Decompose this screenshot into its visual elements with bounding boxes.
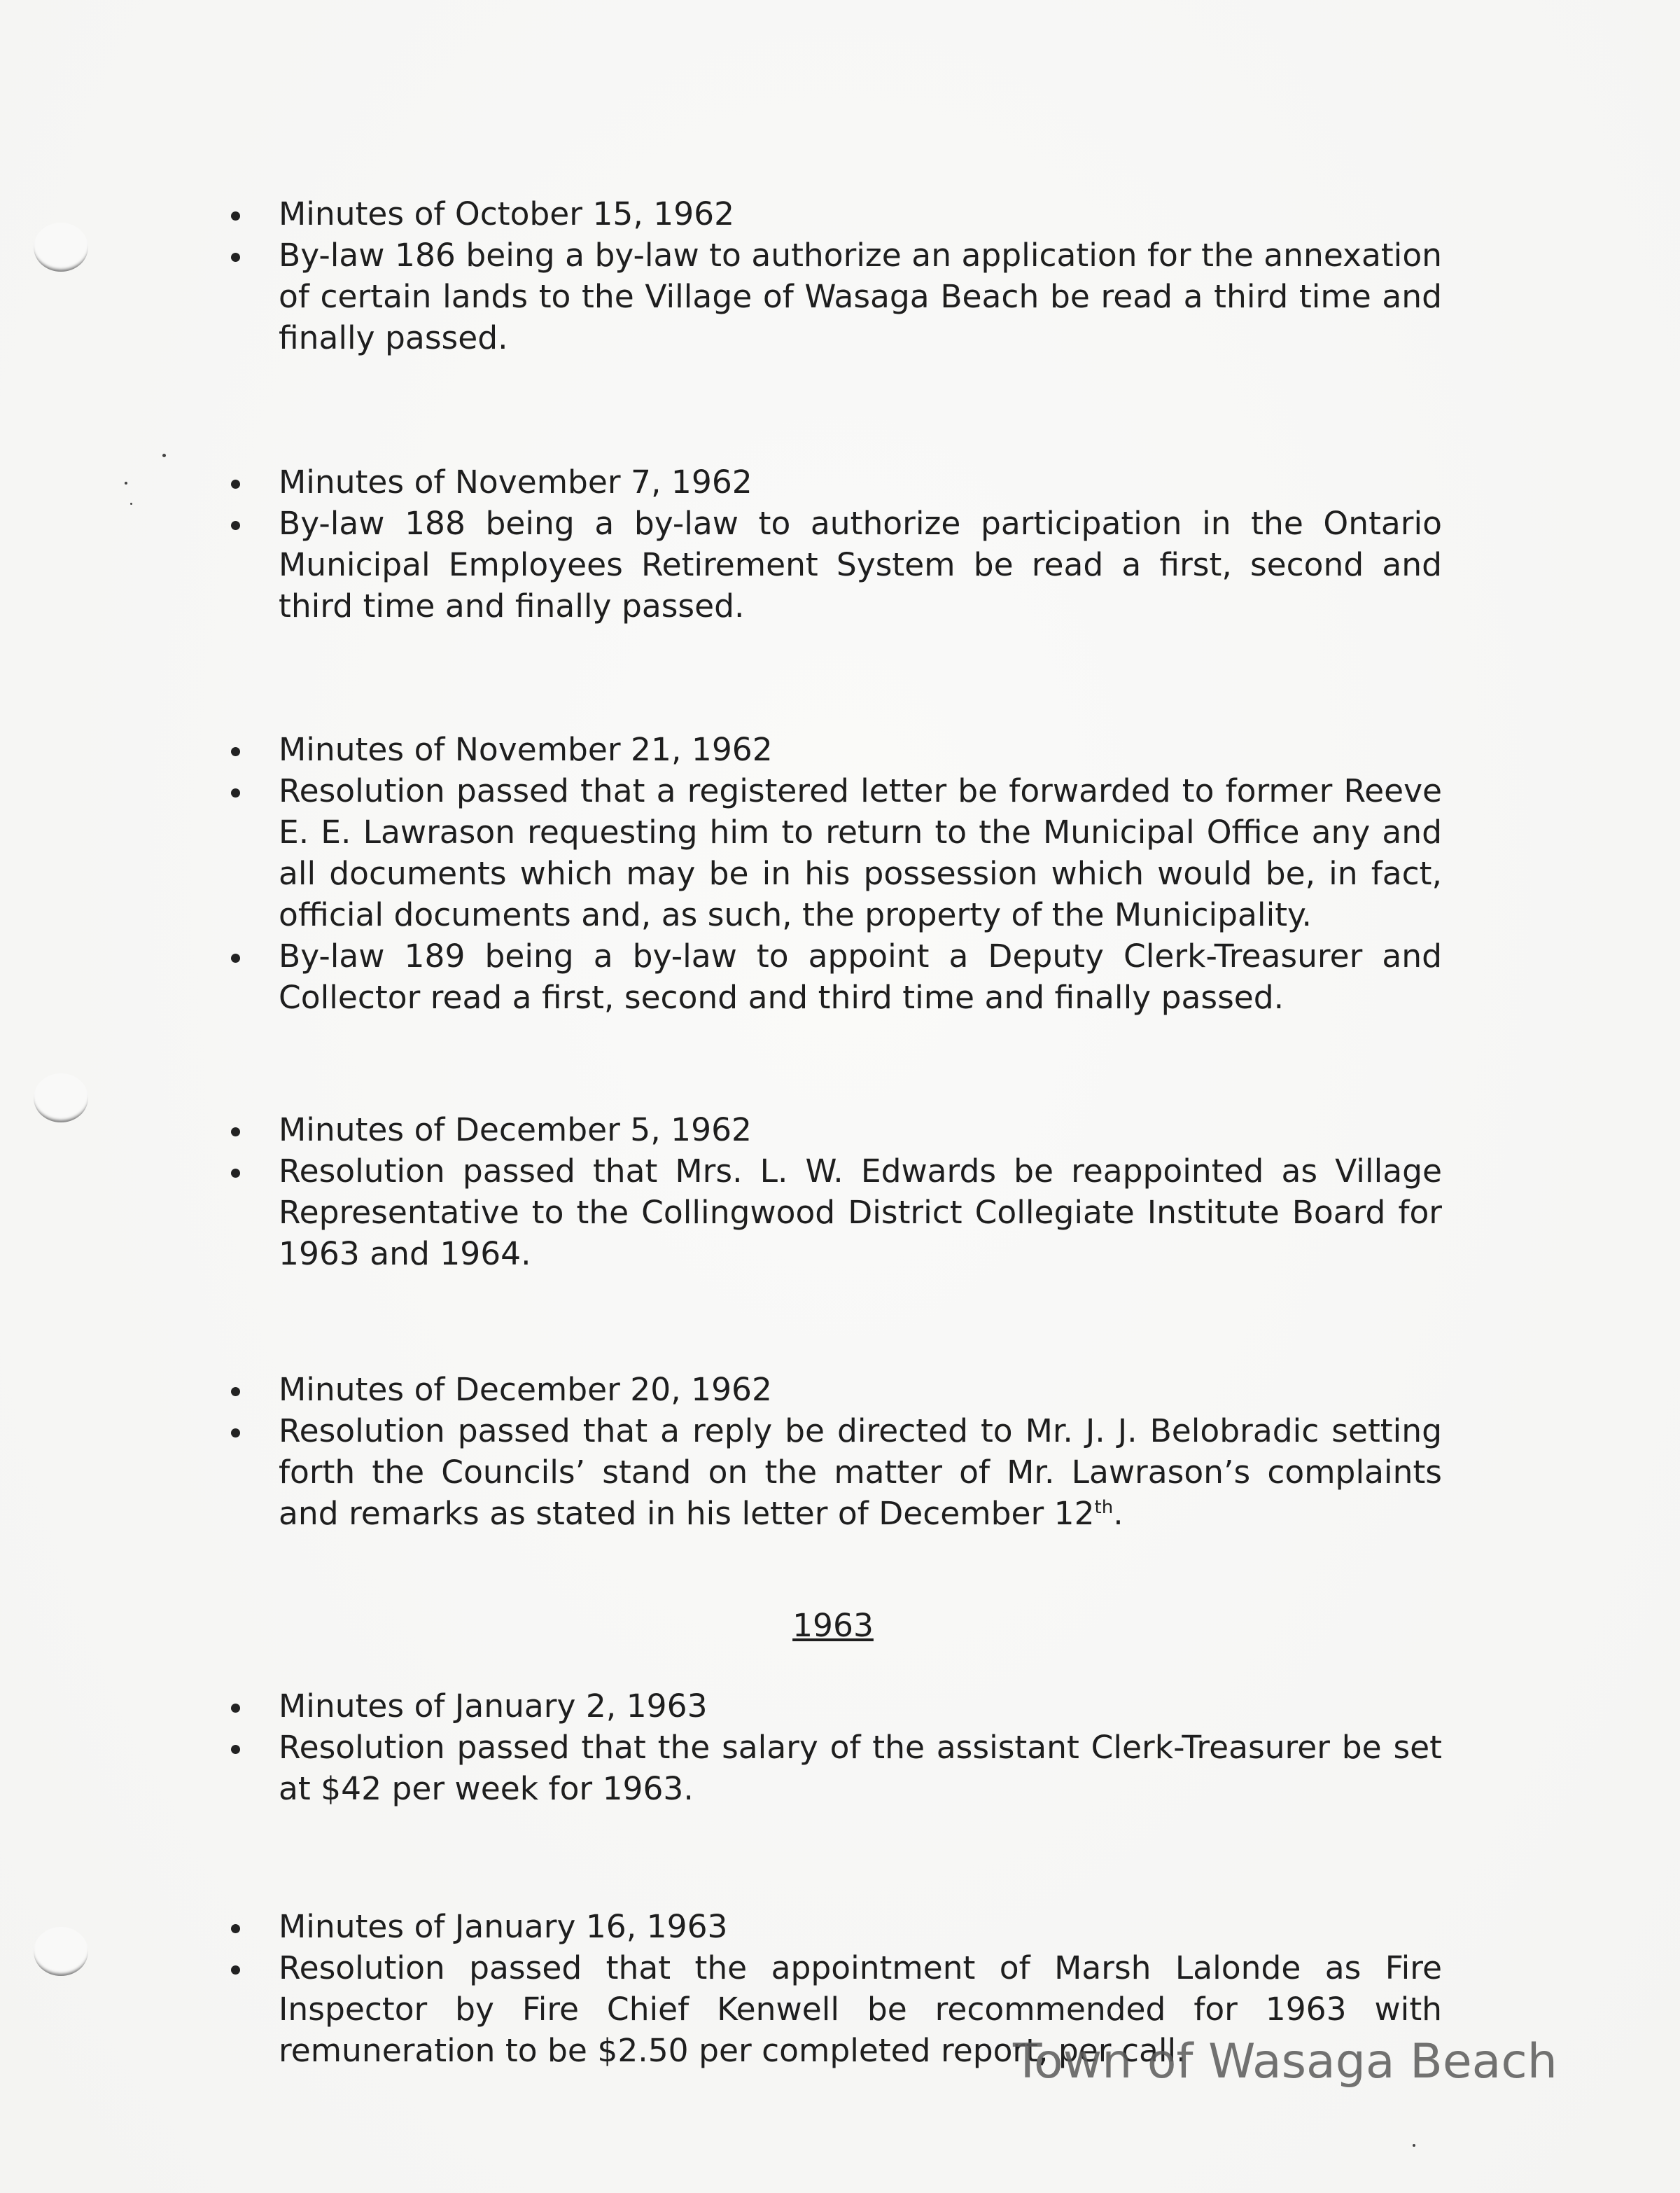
punch-hole xyxy=(34,1073,88,1122)
list-item: Minutes of January 16, 1963 xyxy=(210,1906,1442,1947)
scan-speck xyxy=(130,503,132,505)
scan-speck xyxy=(1413,2144,1415,2147)
list-item: By-law 189 being a by-law to appoint a Deputy Clerk-Treasurer and Collector read a first, second and third time and finally passed. xyxy=(210,935,1442,1018)
minutes-group-dec-20-1962 xyxy=(210,1369,1442,1534)
list-item: Minutes of January 2, 1963 xyxy=(210,1685,1442,1727)
list-item-tail: . xyxy=(1113,1495,1124,1532)
ordinal-suffix: th xyxy=(1094,1496,1114,1518)
list-item: By-law 188 being a by-law to authorize participation in the Ontario Municipal Employees Retirement System be read a first, second and third time and finally passed. xyxy=(210,503,1442,627)
scan-speck xyxy=(125,482,127,485)
list-item: Resolution passed that the appointment of Marsh Lalonde as Fire Inspector by Fire Chief Kenwell be recommended for 1963 with remuneration to be $2.50 per completed report, per call. xyxy=(210,1947,1442,2071)
minutes-group-oct-15-1962 xyxy=(210,193,1442,358)
minutes-group-nov-7-1962 xyxy=(210,461,1442,627)
list-item: Minutes of December 20, 1962 xyxy=(210,1369,1442,1410)
list-item: By-law 186 being a by-law to authorize an application for the annexation of certain lands to the Village of Wasaga Beach be read a third time and finally passed. xyxy=(210,235,1442,358)
list-item: Minutes of December 5, 1962 xyxy=(210,1109,1442,1150)
year-heading: 1963 xyxy=(792,1607,874,1644)
minutes-content xyxy=(210,193,1442,2071)
minutes-group-dec-5-1962 xyxy=(210,1109,1442,1274)
punch-hole xyxy=(34,223,88,272)
punch-hole xyxy=(34,1927,88,1976)
list-item: Minutes of October 15, 1962 xyxy=(210,193,1442,235)
list-item: Minutes of November 21, 1962 xyxy=(210,729,1442,770)
list-item: Resolution passed that a registered letter be forwarded to former Reeve E. E. Lawrason requesting him to return to the Municipal Office any and all documents which may be in his possession which would be, in fact, official documents and, as such, the property of the Municipality. xyxy=(210,770,1442,935)
list-item xyxy=(210,1410,1442,1534)
minutes-group-jan-2-1963 xyxy=(210,1685,1442,1809)
watermark: Town of Wasaga Beach xyxy=(1013,2034,1558,2089)
scan-speck xyxy=(162,454,166,457)
list-item-text: Resolution passed that a reply be directed to Mr. J. J. Belobradic setting forth the Councils’ stand on the matter of Mr. Lawrason’s complaints and remarks as stated in his letter of December 12 xyxy=(279,1412,1442,1532)
list-item: Resolution passed that the salary of the assistant Clerk-Treasurer be set at $42 per week for 1963. xyxy=(210,1727,1442,1809)
list-item: Resolution passed that Mrs. L. W. Edwards be reappointed as Village Representative to the Collingwood District Collegiate Institute Board for 1963 and 1964. xyxy=(210,1150,1442,1274)
minutes-group-nov-21-1962 xyxy=(210,729,1442,1018)
list-item: Minutes of November 7, 1962 xyxy=(210,461,1442,503)
